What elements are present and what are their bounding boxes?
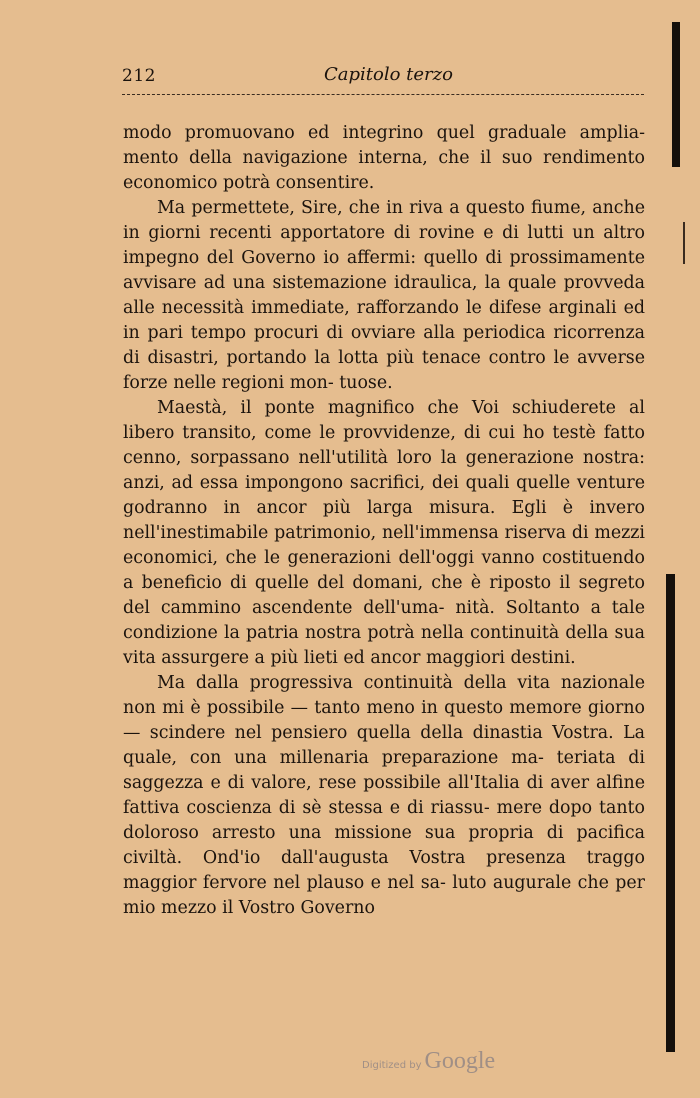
watermark-prefix: Digitized by xyxy=(362,1060,422,1071)
header-rule xyxy=(122,94,644,95)
body-text xyxy=(123,121,645,921)
running-head: Capitolo terzo xyxy=(324,64,453,85)
scan-edge-mark-top xyxy=(672,22,680,167)
paragraph-4: Ma dalla progressiva continuità della vita nazionale non mi è possibile — tanto meno in questo memore giorno — scindere nel pensiero quella della dinastia Vostra. La quale, con una millenaria preparazione ma- teriata di saggezza e di valore, rese possibile all'Italia di aver alfine fattiva coscienza di sè stessa e di riassu- mere dopo tanto doloroso arresto una missione sua propria di pacifica civiltà. Ond'io dall'augusta Vostra presenza traggo maggior fervore nel plauso e nel sa- luto augurale che per mio mezzo il Vostro Governo xyxy=(123,673,645,918)
scan-edge-mark-bottom xyxy=(666,574,675,1052)
scan-edge-mark-mid xyxy=(683,222,685,264)
paragraph-1: modo promuovano ed integrino quel graduale amplia- mento della navigazione interna, che il suo rendimento economico potrà consentire. xyxy=(123,123,645,193)
paragraph-2: Ma permettete, Sire, che in riva a questo fiume, anche in giorni recenti apportatore di rovine e di lutti un altro impegno del Governo io affermi: quello di prossimamente avvisare ad una sistemazione idraulica, la quale provveda alle necessità immediate, rafforzando le difese arginali ed in pari tempo procuri di ovviare alla periodica ricorrenza di disastri, portando la lotta più tenace contro le avverse forze nelle regioni mon- tuose. xyxy=(123,198,645,393)
digitized-by-google-watermark xyxy=(362,1048,495,1075)
google-logo: Google xyxy=(424,1048,496,1074)
paragraph-3: Maestà, il ponte magnifico che Voi schiuderete al libero transito, come le provvidenze, di cui ho testè fatto cenno, sorpassano nell'utilità loro la generazione nostra: anzi, ad essa impongono sacrifici, dei quali quelle venture godranno in ancor più larga misura. Egli è invero nell'inestimabile patrimonio, nell'immensa riserva di mezzi economici, che le generazioni dell'oggi vanno costituendo a beneficio di quelle del domani, che è riposto il segreto del cammino ascendente dell'uma- nità. Soltanto a tale condizione la patria nostra potrà nella continuità della sua vita assurgere a più lieti ed ancor maggiori destini. xyxy=(123,398,645,668)
page-number: 212 xyxy=(122,66,156,86)
